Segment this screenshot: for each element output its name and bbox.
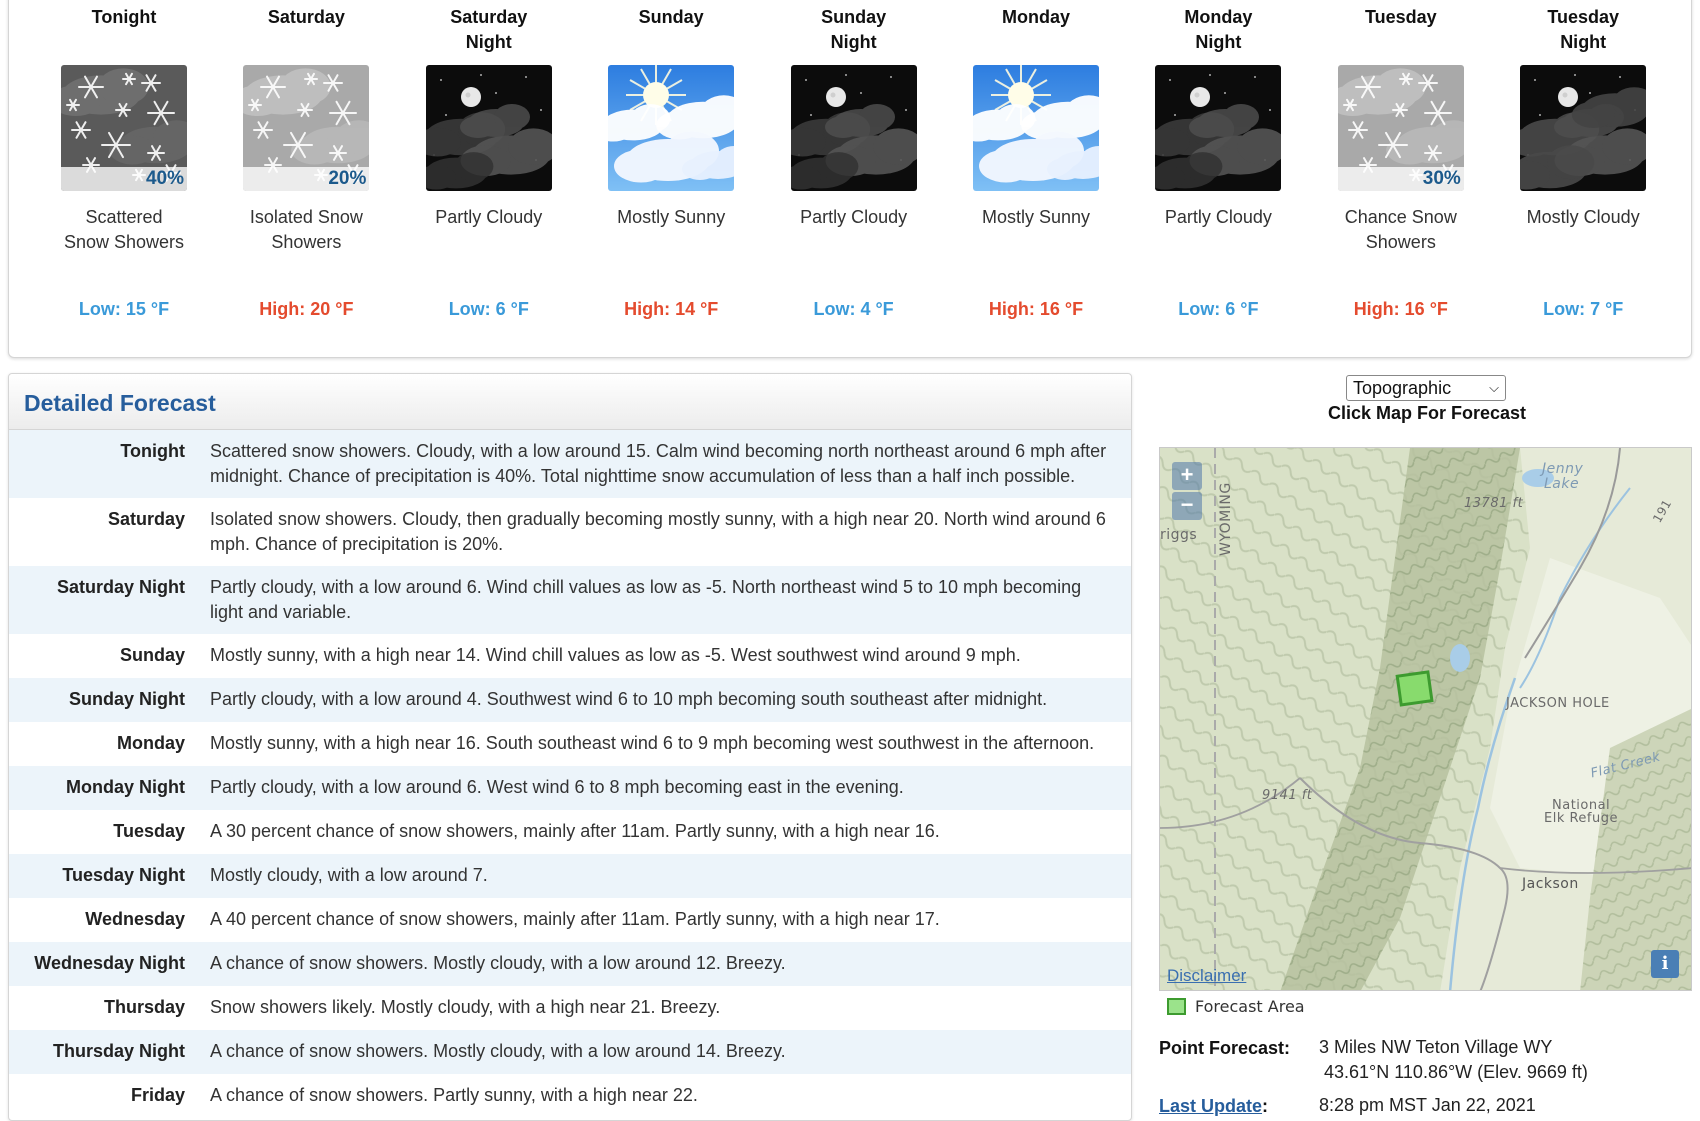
short-desc-line1: Chance Snow bbox=[1344, 207, 1457, 227]
row-forecast-text: A 40 percent chance of snow showers, mainly after 11am. Partly sunny, with a high near 17. bbox=[210, 909, 940, 929]
row-period-label: Tonight bbox=[120, 441, 185, 461]
row-period-label: Sunday Night bbox=[69, 689, 185, 709]
period-name bbox=[1310, 0, 1492, 57]
period-name bbox=[398, 0, 580, 57]
period-name bbox=[1492, 0, 1674, 57]
low-temp: Low: 6 °F bbox=[1178, 299, 1259, 319]
forecast-period[interactable] bbox=[580, 0, 762, 320]
precip-chance: 40% bbox=[145, 168, 184, 189]
precip-chance: 20% bbox=[328, 168, 367, 189]
short-desc-line1: Partly Cloudy bbox=[800, 207, 908, 227]
period-name-line1: Monday bbox=[1001, 7, 1070, 27]
detailed-forecast-row bbox=[9, 498, 1131, 566]
row-period-label: Thursday Night bbox=[52, 1041, 185, 1061]
detailed-forecast-row bbox=[9, 430, 1131, 498]
seven-day-forecast bbox=[8, 0, 1692, 358]
period-short-desc bbox=[215, 205, 397, 285]
short-desc-line1: Mostly Cloudy bbox=[1526, 207, 1640, 227]
short-desc-line2: Showers bbox=[271, 232, 342, 252]
short-desc-line1: Partly Cloudy bbox=[435, 207, 543, 227]
map-label-peak: 13781 ft bbox=[1464, 496, 1524, 511]
map-caption: Click Map For Forecast bbox=[1327, 403, 1527, 423]
map-label-jenny-lake-2: Lake bbox=[1544, 476, 1580, 492]
detailed-forecast-rows bbox=[9, 430, 1131, 1118]
short-desc-line1: Scattered bbox=[85, 207, 163, 227]
detailed-forecast-row bbox=[9, 986, 1131, 1030]
partly-cloudy-night-icon bbox=[1155, 65, 1281, 191]
short-desc-line2: Showers bbox=[1365, 232, 1436, 252]
period-name bbox=[33, 0, 215, 57]
period-name-line2: Night bbox=[1195, 32, 1242, 52]
forecast-period[interactable] bbox=[763, 0, 945, 320]
period-short-desc bbox=[580, 205, 762, 285]
partly-cloudy-night-icon bbox=[791, 65, 917, 191]
high-temp: High: 20 °F bbox=[259, 299, 354, 319]
row-period-label: Saturday Night bbox=[56, 577, 185, 597]
period-short-desc bbox=[398, 205, 580, 285]
map-label-elk-refuge-2: Elk Refuge bbox=[1544, 811, 1618, 826]
precip-chance: 30% bbox=[1422, 168, 1461, 189]
last-update-time: 8:28 pm MST Jan 22, 2021 bbox=[1319, 1095, 1536, 1115]
point-forecast-label: Point Forecast: bbox=[1159, 1038, 1291, 1058]
period-name-line1: Monday bbox=[1184, 7, 1253, 27]
high-temp: High: 16 °F bbox=[988, 299, 1084, 319]
topo-map-image bbox=[1160, 448, 1692, 991]
short-desc-line2: Snow Showers bbox=[63, 232, 185, 252]
low-temp: Low: 4 °F bbox=[813, 299, 894, 319]
period-name-line1: Saturday bbox=[450, 7, 528, 27]
period-short-desc bbox=[1127, 205, 1309, 285]
last-update-colon: : bbox=[1262, 1096, 1269, 1116]
legend-label: Forecast Area bbox=[1195, 997, 1305, 1016]
row-period-label: Wednesday Night bbox=[34, 953, 185, 973]
row-forecast-text: A chance of snow showers. Mostly cloudy, with a low around 14. Breezy. bbox=[210, 1041, 786, 1061]
last-update-label bbox=[1159, 1096, 1268, 1117]
short-desc-line1: Mostly Sunny bbox=[617, 207, 726, 227]
period-name bbox=[580, 0, 762, 57]
info-icon[interactable]: i bbox=[1651, 950, 1679, 978]
detailed-forecast-row bbox=[9, 766, 1131, 810]
row-period-label: Thursday bbox=[103, 997, 185, 1017]
forecast-period[interactable] bbox=[33, 0, 215, 320]
high-temp: High: 14 °F bbox=[624, 299, 719, 319]
period-short-desc bbox=[33, 205, 215, 285]
zoom-out-button[interactable]: − bbox=[1172, 492, 1202, 520]
period-name-line1: Tuesday bbox=[1364, 7, 1437, 27]
detailed-forecast-row bbox=[9, 942, 1131, 986]
map-type-value: Topographic bbox=[1353, 377, 1452, 398]
detailed-forecast-row bbox=[9, 810, 1131, 854]
row-forecast-text: Partly cloudy, with a low around 4. Southwest wind 6 to 10 mph becoming south southeast after midnight. bbox=[210, 689, 1048, 709]
map-label-road: 191 bbox=[1650, 496, 1675, 526]
short-desc-line1: Mostly Sunny bbox=[981, 207, 1091, 227]
mostly-cloudy-night-icon bbox=[1520, 65, 1646, 191]
zoom-in-button[interactable]: + bbox=[1172, 462, 1202, 490]
forecast-area-swatch bbox=[1167, 998, 1186, 1015]
forecast-period[interactable] bbox=[398, 0, 580, 320]
period-name-line1: Tonight bbox=[91, 7, 157, 27]
low-temp: Low: 7 °F bbox=[1543, 299, 1624, 319]
snow-showers-day-icon bbox=[1338, 65, 1464, 191]
period-name-line2: Night bbox=[465, 32, 512, 52]
forecast-map[interactable] bbox=[1159, 447, 1692, 991]
detailed-forecast-row bbox=[9, 634, 1131, 678]
detailed-forecast-row bbox=[9, 722, 1131, 766]
high-temp: High: 16 °F bbox=[1353, 299, 1448, 319]
row-forecast-text: Snow showers likely. Mostly cloudy, with a high near 21. Breezy. bbox=[210, 997, 721, 1017]
period-name bbox=[763, 0, 945, 57]
forecast-period[interactable] bbox=[1492, 0, 1674, 320]
row-forecast-text: Isolated snow showers. Cloudy, then gradually becoming mostly sunny, with a high near 20. North wind around 6 mph. Chance of precipitation is 20%. bbox=[210, 509, 1106, 554]
map-label-wyoming: WYOMING bbox=[1218, 482, 1234, 556]
row-period-label: Sunday bbox=[119, 645, 185, 665]
partly-cloudy-night-icon bbox=[426, 65, 552, 191]
detailed-forecast-title: Detailed Forecast bbox=[9, 374, 1131, 430]
row-forecast-text: Mostly cloudy, with a low around 7. bbox=[210, 865, 488, 885]
mostly-sunny-icon bbox=[973, 65, 1099, 191]
map-label-jackson: Jackson bbox=[1522, 876, 1579, 892]
period-name bbox=[1127, 0, 1309, 57]
period-short-desc bbox=[763, 205, 945, 285]
detailed-forecast-row bbox=[9, 678, 1131, 722]
low-temp: Low: 6 °F bbox=[448, 299, 529, 319]
row-forecast-text: A chance of snow showers. Mostly cloudy, with a low around 12. Breezy. bbox=[210, 953, 786, 973]
detailed-forecast-panel bbox=[8, 373, 1132, 1121]
detailed-forecast-row bbox=[9, 1074, 1131, 1118]
row-forecast-text: Scattered snow showers. Cloudy, with a low around 15. Calm wind becoming north northeast around 6 mph after midnight. Chance of precipitation is 40%. Total nighttime snow accumulation of less than a half inch possible. bbox=[210, 441, 1107, 486]
map-label-jackson-hole: JACKSON HOLE bbox=[1506, 696, 1610, 711]
period-name bbox=[945, 0, 1127, 57]
forecast-period[interactable] bbox=[1127, 0, 1309, 320]
period-name-line1: Saturday bbox=[267, 7, 345, 27]
forecast-period[interactable] bbox=[215, 0, 397, 320]
row-forecast-text: Partly cloudy, with a low around 6. Wind chill values as low as -5. North northeast wind 5 to 10 mph becoming light and variable. bbox=[210, 577, 1082, 622]
detailed-forecast-row bbox=[9, 1030, 1131, 1074]
row-forecast-text: Mostly sunny, with a high near 16. South southeast wind 6 to 9 mph becoming west southwest in the afternoon. bbox=[210, 733, 1095, 753]
map-label-driggs: riggs bbox=[1160, 527, 1198, 543]
period-short-desc bbox=[1310, 205, 1492, 285]
row-forecast-text: Mostly sunny, with a high near 14. Wind chill values as low as -5. West southwest wind around 9 mph. bbox=[210, 645, 1021, 665]
period-short-desc bbox=[1492, 205, 1674, 285]
map-legend bbox=[1167, 997, 1305, 1016]
period-name bbox=[215, 0, 397, 57]
snow-showers-day-icon bbox=[243, 65, 369, 191]
mostly-sunny-icon bbox=[608, 65, 734, 191]
map-label-elk-refuge-1: National bbox=[1552, 798, 1611, 813]
period-name-line2: Night bbox=[1560, 32, 1607, 52]
low-temp: Low: 15 °F bbox=[78, 299, 170, 319]
row-period-label: Saturday bbox=[107, 509, 185, 529]
map-label-elevation: 9141 ft bbox=[1262, 788, 1313, 803]
point-forecast-location: 3 Miles NW Teton Village WY bbox=[1319, 1037, 1553, 1057]
period-name-line1: Sunday bbox=[638, 7, 704, 27]
short-desc-line1: Partly Cloudy bbox=[1164, 207, 1272, 227]
last-update-link[interactable]: Last Update bbox=[1159, 1096, 1263, 1116]
row-period-label: Monday Night bbox=[66, 777, 185, 797]
period-name-line1: Sunday bbox=[821, 7, 887, 27]
period-name-line1: Tuesday bbox=[1547, 7, 1620, 27]
disclaimer-link[interactable]: Disclaimer bbox=[1167, 966, 1247, 985]
map-type-select[interactable] bbox=[1346, 375, 1506, 401]
forecast-period[interactable] bbox=[1310, 0, 1492, 320]
point-forecast-coords: 43.61°N 110.86°W (Elev. 9669 ft) bbox=[1324, 1062, 1588, 1082]
forecast-period[interactable] bbox=[945, 0, 1127, 320]
row-forecast-text: A chance of snow showers. Partly sunny, with a high near 22. bbox=[210, 1085, 698, 1105]
detailed-forecast-row bbox=[9, 566, 1131, 634]
map-label-flat-creek: Flat Creek bbox=[1589, 749, 1662, 782]
row-period-label: Tuesday Night bbox=[62, 865, 185, 885]
map-label-jenny-lake-1: Jenny bbox=[1542, 461, 1584, 477]
short-desc-line1: Isolated Snow bbox=[249, 207, 363, 227]
row-period-label: Wednesday bbox=[85, 909, 185, 929]
row-forecast-text: Partly cloudy, with a low around 6. West wind 6 to 8 mph becoming east in the evening. bbox=[210, 777, 904, 797]
chevron-down-icon: ⌵ bbox=[1489, 380, 1499, 395]
row-period-label: Friday bbox=[130, 1085, 185, 1105]
period-short-desc bbox=[945, 205, 1127, 285]
detailed-forecast-row bbox=[9, 898, 1131, 942]
detailed-forecast-row bbox=[9, 854, 1131, 898]
row-forecast-text: A 30 percent chance of snow showers, mainly after 11am. Partly sunny, with a high near 16. bbox=[210, 821, 940, 841]
row-period-label: Monday bbox=[116, 733, 185, 753]
period-name-line2: Night bbox=[830, 32, 877, 52]
snow-showers-night-icon bbox=[61, 65, 187, 191]
row-period-label: Tuesday bbox=[113, 821, 185, 841]
